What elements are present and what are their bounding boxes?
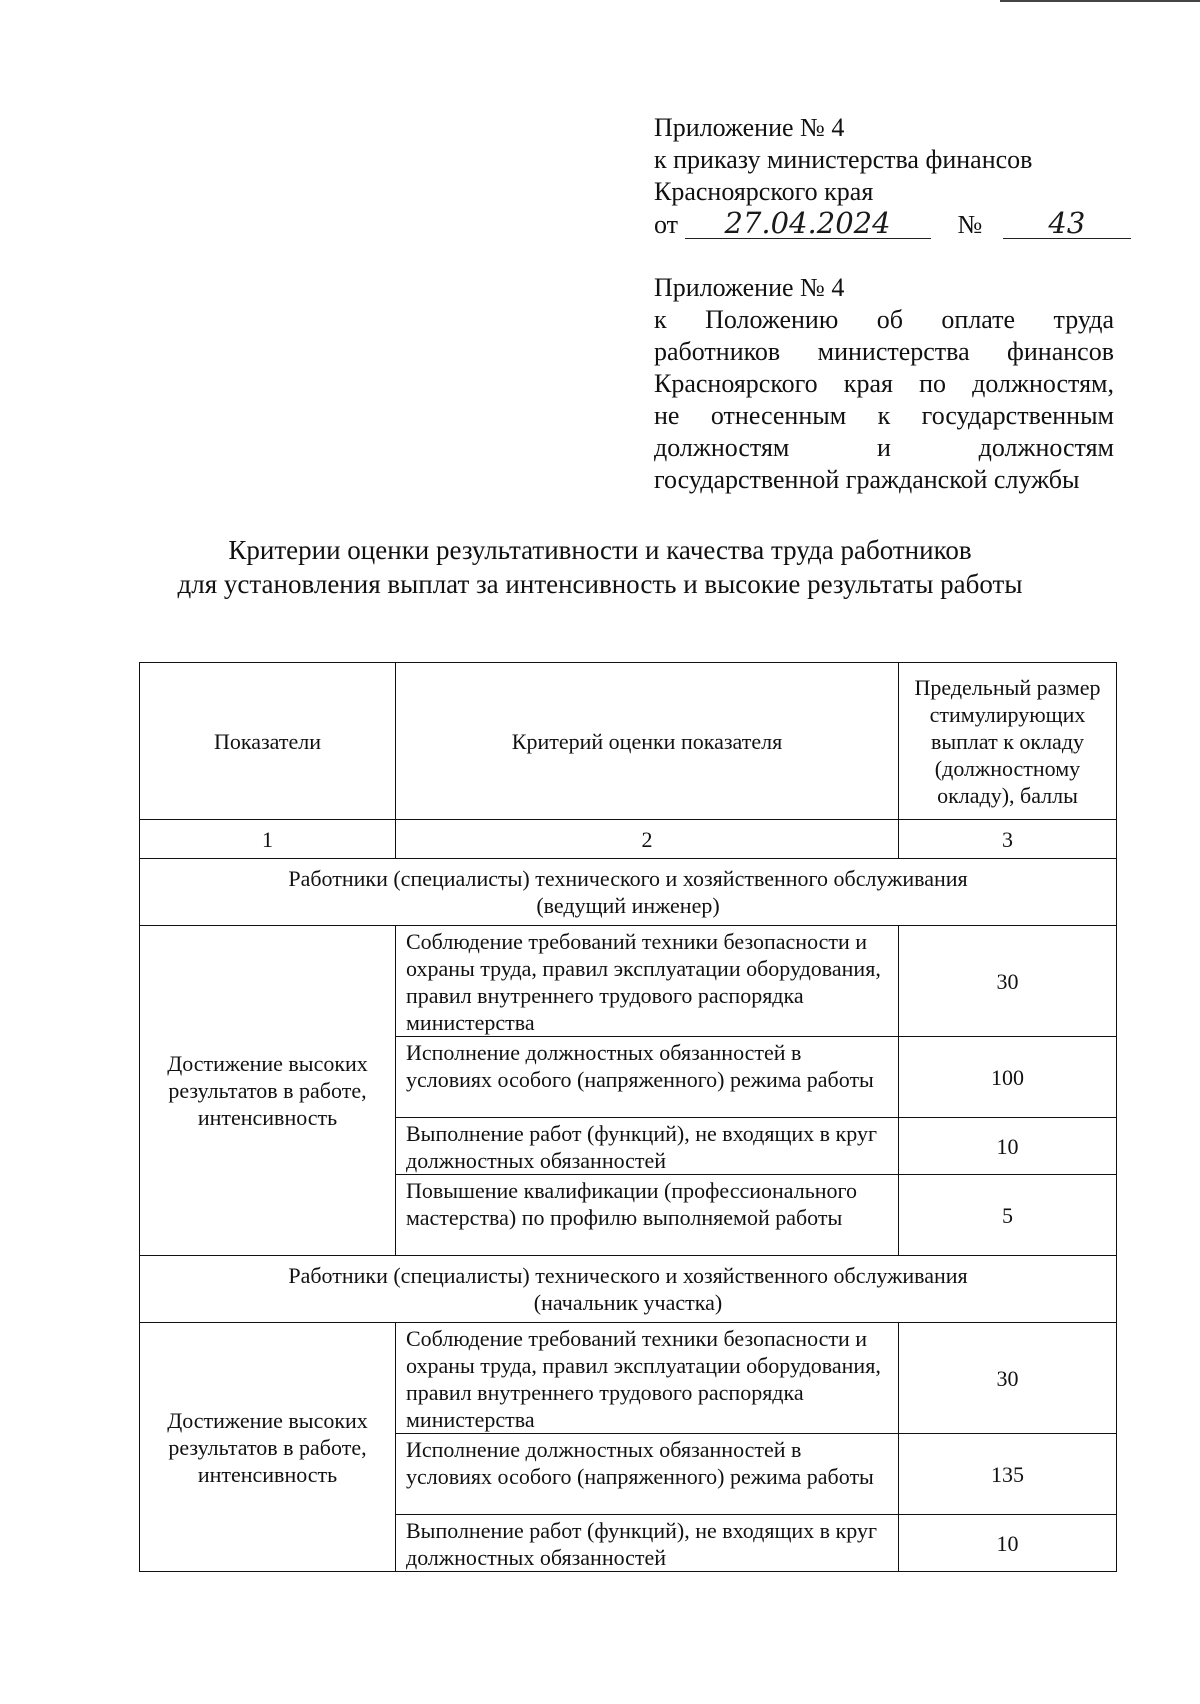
column-number: 1 — [140, 820, 396, 859]
number-prefix: № — [957, 210, 983, 239]
appendix-regulation-block — [654, 272, 1114, 496]
criteria-table — [139, 662, 1117, 1572]
section-row — [140, 1256, 1117, 1323]
table-row — [140, 1323, 1117, 1434]
appendix-regulation-line: к Положению об оплате труда — [654, 305, 1114, 334]
handwritten-date: 27.04.2024 — [685, 208, 931, 239]
document-title — [120, 533, 1080, 601]
criterion-cell: Исполнение должностных обязанностей в условиях особого (напряженного) режима работы — [396, 1037, 899, 1118]
criterion-cell: Исполнение должностных обязанностей в условиях особого (напряженного) режима работы — [396, 1434, 899, 1515]
column-number: 2 — [396, 820, 899, 859]
date-prefix: от — [654, 210, 679, 239]
document-title-line: для установления выплат за интенсивность и высокие результаты работы — [177, 569, 1023, 599]
score-cell: 10 — [899, 1118, 1117, 1175]
appendix-order-block — [654, 112, 1114, 241]
score-cell: 10 — [899, 1515, 1117, 1572]
document-title-line: Критерии оценки результативности и качества труда работников — [228, 535, 972, 565]
score-cell: 100 — [899, 1037, 1117, 1118]
appendix-regulation-heading: Приложение № 4 — [654, 273, 845, 302]
order-date-number-row — [654, 208, 1114, 241]
appendix-regulation-line: должностям и должностям — [654, 433, 1114, 462]
column-number: 3 — [899, 820, 1117, 859]
criterion-cell: Выполнение работ (функций), не входящих в круг должностных обязанностей — [396, 1515, 899, 1572]
score-cell: 30 — [899, 1323, 1117, 1434]
header-max-score: Предельный размер стимулирующих выплат к окладу (должностному окладу), баллы — [899, 663, 1117, 820]
section-row — [140, 859, 1117, 926]
indicator-cell: Достижение высоких результатов в работе, интенсивность — [140, 926, 396, 1256]
section-title: Работники (специалисты) технического и хозяйственного обслуживания (ведущий инженер) — [140, 859, 1117, 926]
score-cell: 30 — [899, 926, 1117, 1037]
appendix-regulation-line: работников министерства финансов — [654, 337, 1114, 366]
criterion-cell: Соблюдение требований техники безопасности и охраны труда, правил эксплуатации оборудования, правил внутреннего трудового распорядка министерства — [396, 1323, 899, 1434]
header-criterion: Критерий оценки показателя — [396, 663, 899, 820]
appendix-order-line: Красноярского края — [654, 177, 874, 206]
appendix-regulation-line: не отнесенным к государственным — [654, 401, 1114, 430]
column-number-row — [140, 820, 1117, 859]
criterion-cell: Выполнение работ (функций), не входящих в круг должностных обязанностей — [396, 1118, 899, 1175]
criterion-cell: Повышение квалификации (профессионального мастерства) по профилю выполняемой работы — [396, 1175, 899, 1256]
handwritten-number: 43 — [1003, 208, 1131, 239]
scan-edge-line — [1000, 0, 1200, 2]
score-cell: 135 — [899, 1434, 1117, 1515]
appendix-order-heading: Приложение № 4 — [654, 113, 845, 142]
section-title: Работники (специалисты) технического и хозяйственного обслуживания (начальник участка) — [140, 1256, 1117, 1323]
appendix-order-line: к приказу министерства финансов — [654, 145, 1033, 174]
criterion-cell: Соблюдение требований техники безопасности и охраны труда, правил эксплуатации оборудования, правил внутреннего трудового распорядка министерства — [396, 926, 899, 1037]
indicator-cell: Достижение высоких результатов в работе, интенсивность — [140, 1323, 396, 1572]
header-indicators: Показатели — [140, 663, 396, 820]
appendix-regulation-line: государственной гражданской службы — [654, 465, 1080, 494]
score-cell: 5 — [899, 1175, 1117, 1256]
appendix-regulation-line: Красноярского края по должностям, — [654, 369, 1114, 398]
table-header-row — [140, 663, 1117, 820]
table-row — [140, 926, 1117, 1037]
